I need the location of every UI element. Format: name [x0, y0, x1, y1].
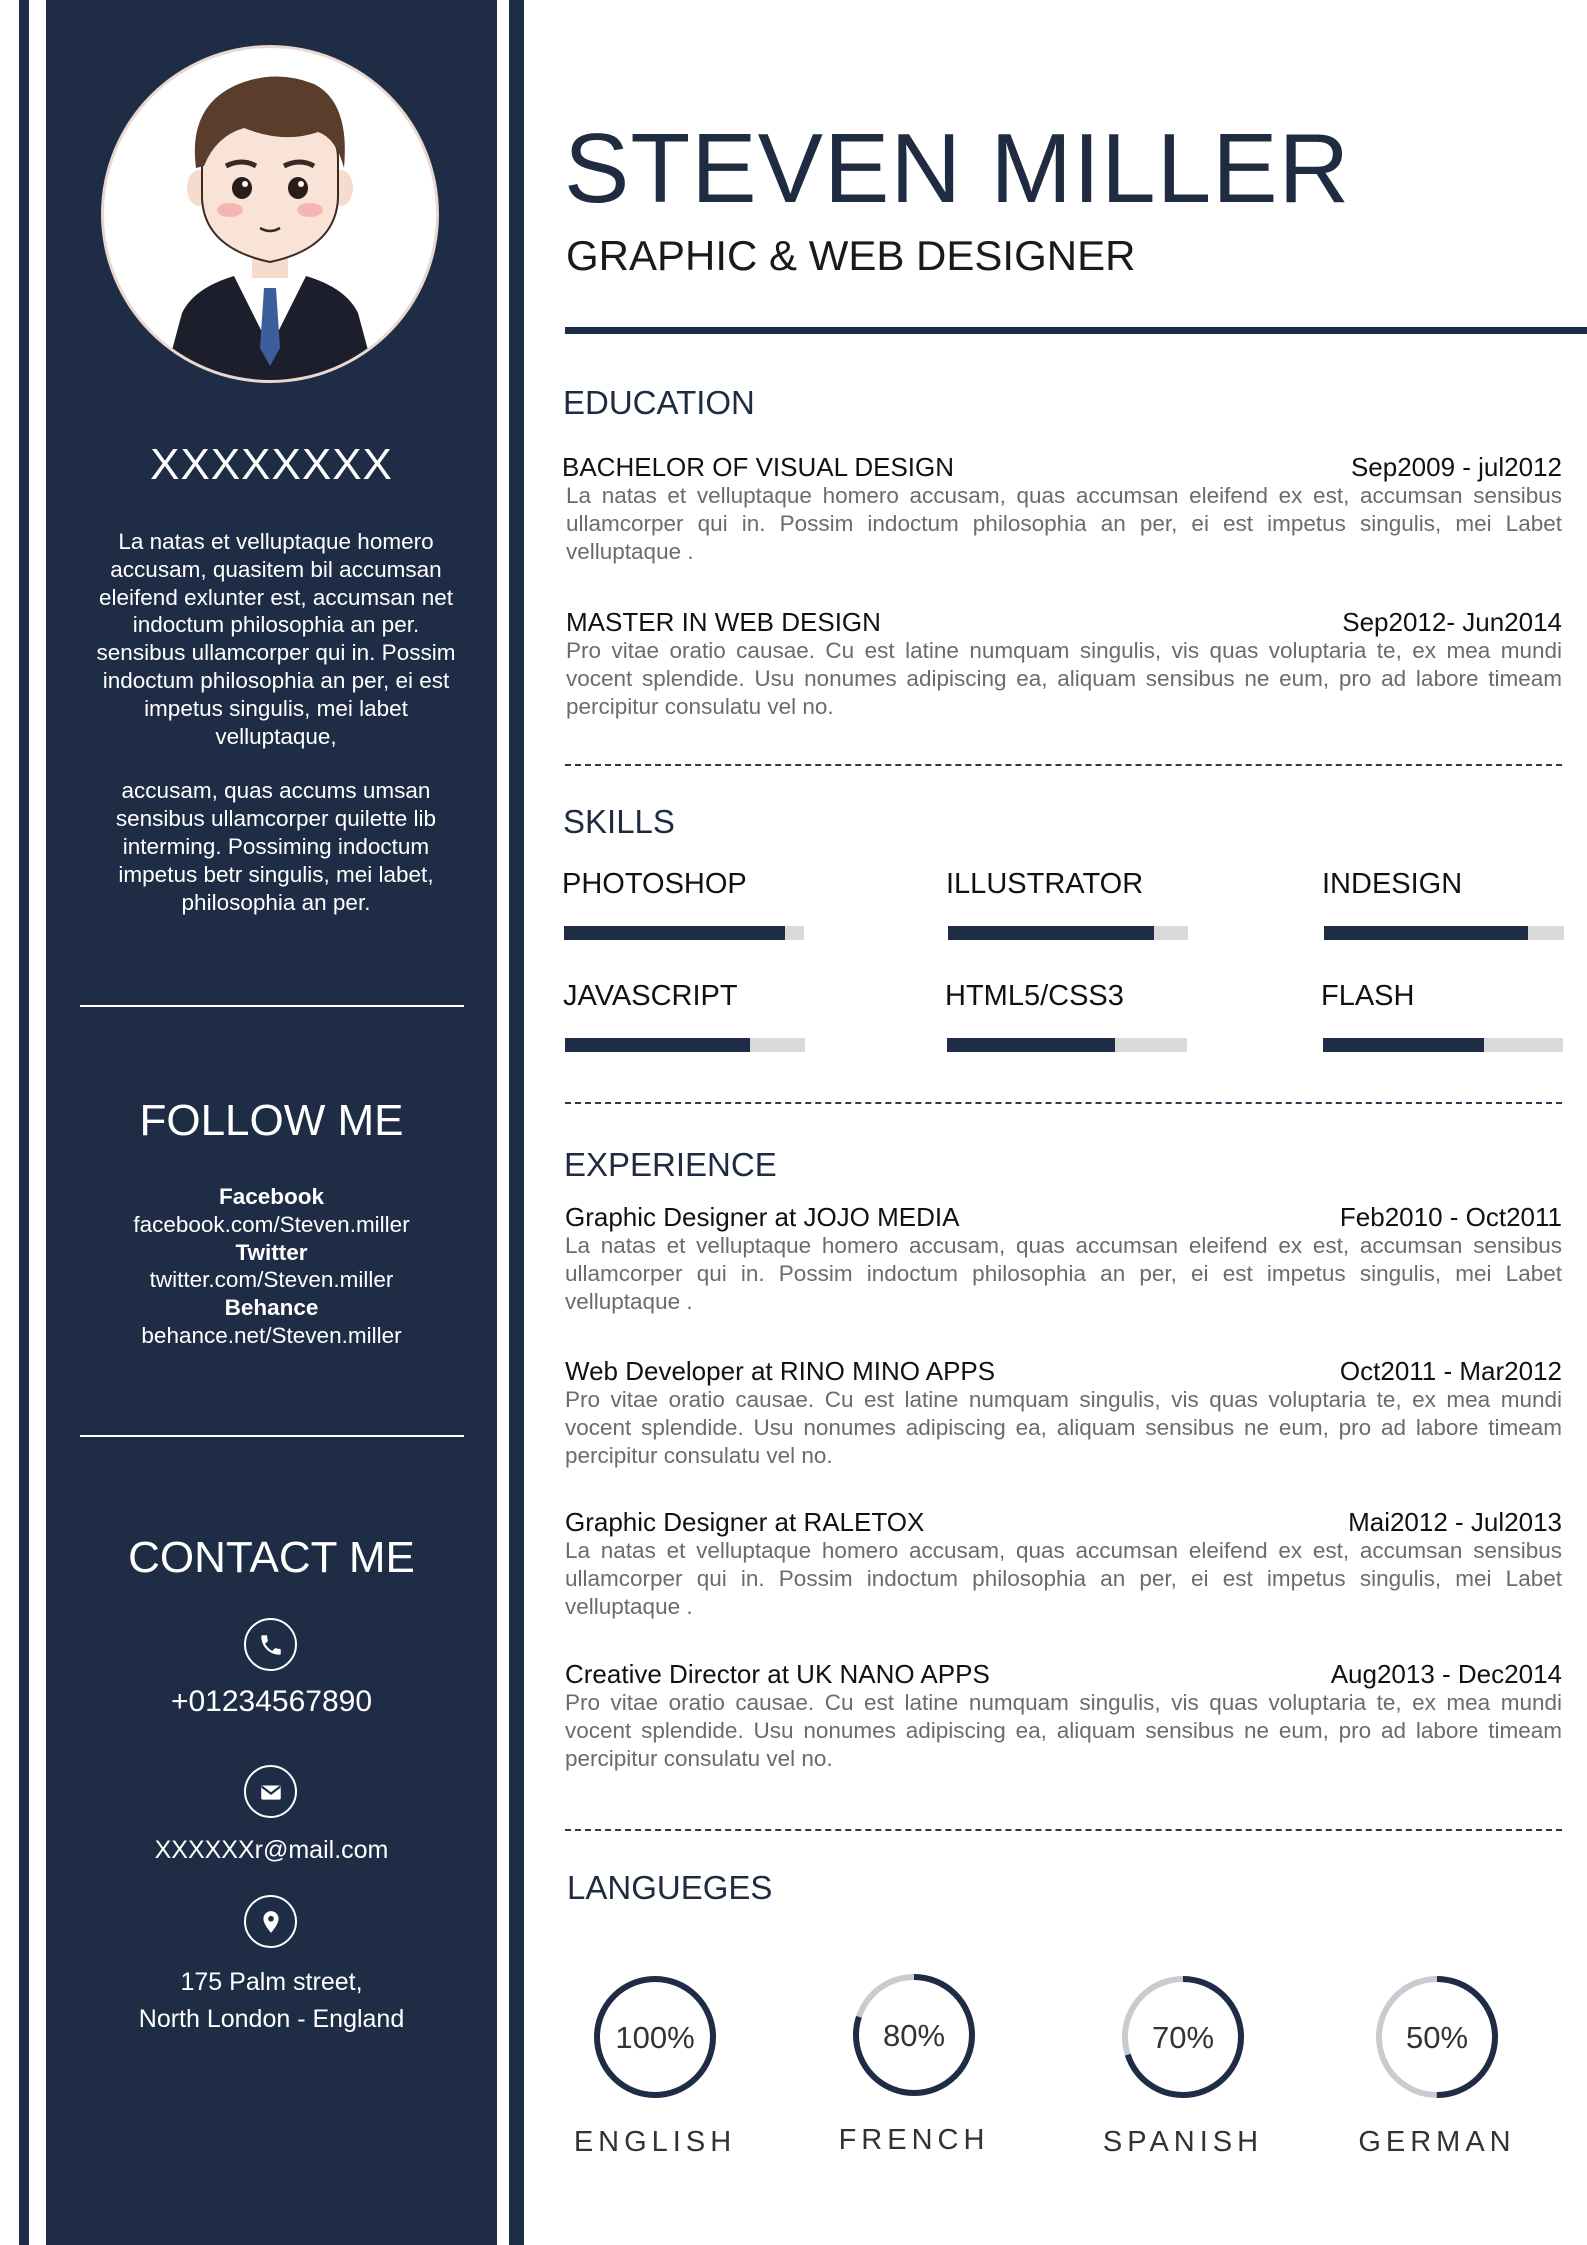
education-entry	[562, 451, 1562, 566]
about-paragraph-1: La natas et velluptaque homero accusam, quasitem bil accumsan eleifend exlunter est, accumsan net indoctum philosophia an per. sensibus ullamcorper qui in. Possim indoctum philosophia an per, ei est impetus singulis, mei labet velluptaque,	[96, 529, 456, 749]
education-heading: EDUCATION	[563, 384, 755, 421]
sidebar-about	[92, 528, 460, 943]
skill-bar-track	[947, 1038, 1187, 1052]
skill-item	[1321, 980, 1566, 1013]
language-percent: 50%	[1405, 2020, 1469, 2055]
experience-title: Web Developer at RINO MINO APPS	[565, 1356, 996, 1386]
language-name: GERMAN	[1358, 2126, 1516, 2158]
social-list	[46, 1183, 497, 1350]
experience-description: Pro vitae oratio causae. Cu est latine numquam singulis, vis quas voluptaria te, ex mea mundi vocent splendide. Usu nonumes adipiscing ea, aliquam sensibus ne eum, pro ad labore timeam percipitur consulatu vel no.	[565, 1690, 1562, 1771]
skill-item	[562, 868, 807, 901]
job-title: GRAPHIC & WEB DESIGNER	[566, 232, 1136, 279]
sidebar-accent-stripe	[509, 0, 524, 2245]
skill-item	[946, 868, 1191, 901]
language-percent: 100%	[615, 2020, 695, 2055]
language-name: ENGLISH	[573, 2126, 737, 2158]
skill-item	[563, 980, 808, 1013]
candidate-name: STEVEN MILLER	[564, 113, 1351, 223]
skill-name: PHOTOSHOP	[562, 868, 747, 900]
skill-name: ILLUSTRATOR	[946, 868, 1144, 900]
social-link-facebook[interactable]: facebook.com/Steven.miller	[133, 1211, 410, 1237]
education-description: Pro vitae oratio causae. Cu est latine numquam singulis, vis quas voluptaria te, ex mea mundi vocent splendide. Usu nonumes adipiscing ea, aliquam sensibus ne eum, pro ad labore timeam percipitur consulatu vel no.	[566, 638, 1562, 719]
language-percent: 70%	[1151, 2020, 1215, 2055]
section-divider	[565, 764, 1562, 766]
sidebar-name: XXXXXXXX	[150, 440, 393, 489]
education-dates: Sep2009 - jul2012	[1350, 452, 1562, 482]
sidebar-divider	[80, 1435, 464, 1437]
education-title: MASTER IN WEB DESIGN	[566, 607, 881, 637]
skill-bar-fill	[564, 926, 785, 940]
experience-dates: Feb2010 - Oct2011	[1339, 1202, 1562, 1232]
language-name: SPANISH	[1102, 2126, 1264, 2158]
skill-bar-track	[1324, 926, 1564, 940]
language-item	[545, 1972, 765, 2159]
avatar	[104, 48, 436, 380]
skill-bar-fill	[1323, 1038, 1484, 1052]
skill-item	[945, 980, 1190, 1013]
phone-number[interactable]: +01234567890	[170, 1685, 373, 1718]
skills-heading: SKILLS	[563, 803, 675, 840]
experience-description: La natas et velluptaque homero accusam, quas accumsan eleifend ex est, accumsan sensibus ullamcorper qui in. Possim indoctum philosophia an per, ei est impetus singulis, mei Labet velluptaque .	[565, 1233, 1562, 1314]
section-divider	[565, 1102, 1562, 1104]
avatar-illustration	[104, 48, 436, 380]
experience-description: Pro vitae oratio causae. Cu est latine numquam singulis, vis quas voluptaria te, ex mea mundi vocent splendide. Usu nonumes adipiscing ea, aliquam sensibus ne eum, pro ad labore timeam percipitur consulatu vel no.	[565, 1387, 1562, 1468]
email-address[interactable]: XXXXXXr@mail.com	[154, 1836, 389, 1864]
contact-title: CONTACT ME	[128, 1533, 415, 1582]
skill-bar-fill	[947, 1038, 1115, 1052]
experience-title: Graphic Designer at JOJO MEDIA	[565, 1202, 960, 1232]
education-entry	[566, 606, 1562, 721]
skill-name: FLASH	[1321, 980, 1415, 1012]
address	[46, 1964, 497, 2038]
experience-entry	[565, 1658, 1562, 1773]
experience-entry	[565, 1355, 1562, 1470]
language-name: FRENCH	[838, 2124, 990, 2156]
section-divider	[565, 1829, 1562, 1831]
skill-item	[1322, 868, 1567, 901]
experience-title: Graphic Designer at RALETOX	[565, 1507, 925, 1537]
experience-title: Creative Director at UK NANO APPS	[565, 1659, 990, 1689]
experience-entry	[565, 1201, 1562, 1316]
skill-name: JAVASCRIPT	[563, 980, 738, 1012]
experience-dates: Aug2013 - Dec2014	[1330, 1659, 1562, 1689]
language-item	[1327, 1972, 1547, 2159]
mail-icon	[244, 1765, 297, 1818]
skill-bar-fill	[565, 1038, 750, 1052]
skill-name: HTML5/CSS3	[945, 980, 1124, 1012]
social-network-twitter: Twitter	[235, 1239, 308, 1265]
skill-bar-fill	[948, 926, 1154, 940]
experience-description: La natas et velluptaque homero accusam, quas accumsan eleifend ex est, accumsan sensibus ullamcorper qui in. Possim indoctum philosophia an per, ei est impetus singulis, mei Labet velluptaque .	[565, 1538, 1562, 1619]
sidebar-divider	[80, 1005, 464, 1007]
follow-title: FOLLOW ME	[139, 1096, 404, 1145]
languages-heading: LANGUEGES	[567, 1869, 773, 1906]
social-link-twitter[interactable]: twitter.com/Steven.miller	[149, 1267, 394, 1293]
language-percent: 80%	[882, 2018, 946, 2053]
education-title: BACHELOR OF VISUAL DESIGN	[562, 452, 955, 482]
skill-bar-track	[1323, 1038, 1563, 1052]
social-link-behance[interactable]: behance.net/Steven.miller	[141, 1322, 402, 1348]
experience-dates: Oct2011 - Mar2012	[1339, 1356, 1562, 1386]
language-item	[804, 1970, 1024, 2157]
skill-bar-track	[564, 926, 804, 940]
header-rule	[565, 327, 1587, 334]
skill-bar-track	[565, 1038, 805, 1052]
skill-bar-track	[948, 926, 1188, 940]
social-network-facebook: Facebook	[218, 1184, 325, 1209]
left-accent-stripe	[19, 0, 29, 2245]
social-network-behance: Behance	[224, 1295, 319, 1321]
phone-icon	[244, 1618, 297, 1671]
skill-name: INDESIGN	[1322, 868, 1463, 900]
education-dates: Sep2012- Jun2014	[1342, 607, 1562, 637]
address-line-1: 175 Palm street,	[180, 1968, 363, 1996]
language-item	[1073, 1972, 1293, 2159]
about-paragraph-2: accusam, quas accums umsan sensibus ullamcorper quilette lib interming. Possiming indoctum impetus betr singulis, mei labet, philosophia an per.	[115, 778, 437, 915]
education-description: La natas et velluptaque homero accusam, quas accumsan eleifend ex est, accumsan sensibus ullamcorper qui in. Possim indoctum philosophia an per, ei est impetus singulis, mei Labet velluptaque .	[566, 483, 1562, 564]
location-pin-icon	[244, 1895, 297, 1948]
experience-dates: Mai2012 - Jul2013	[1348, 1507, 1562, 1537]
address-line-2: North London - England	[138, 2005, 405, 2033]
experience-heading: EXPERIENCE	[564, 1146, 777, 1183]
experience-entry	[565, 1506, 1562, 1621]
skill-bar-fill	[1324, 926, 1528, 940]
